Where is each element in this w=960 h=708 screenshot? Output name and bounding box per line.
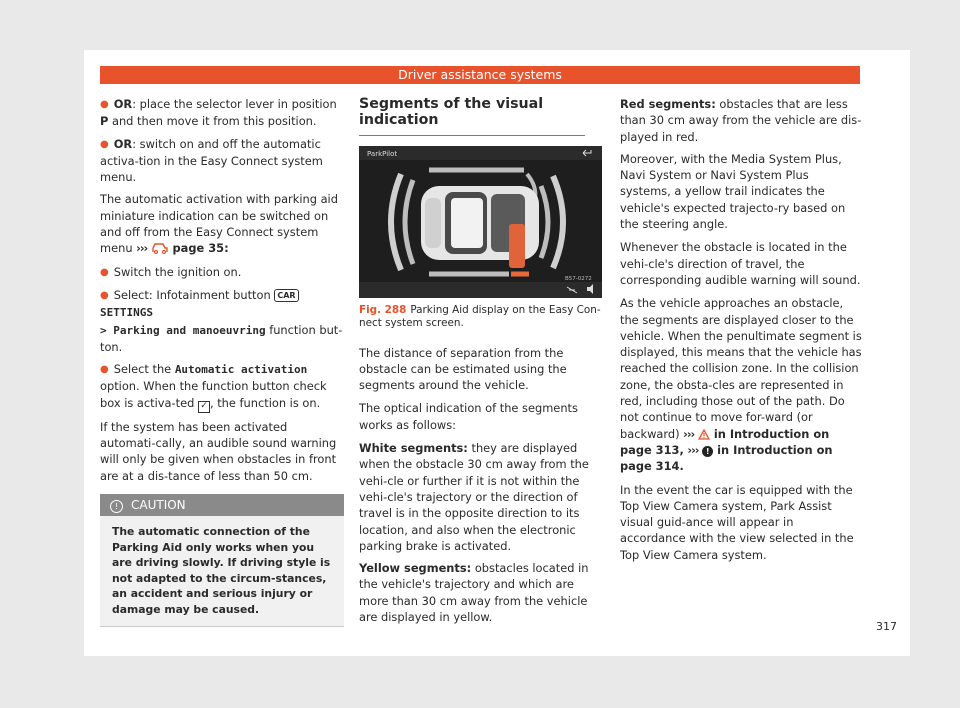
screen-title: ParkPilot — [367, 149, 398, 158]
or-label: OR — [113, 97, 133, 111]
chapter-header: Driver assistance systems — [100, 66, 860, 84]
list-item — [100, 96, 344, 130]
parkpilot-screen-illustration — [359, 146, 602, 298]
figure-caption — [359, 304, 602, 331]
obstacle-segment-red — [509, 224, 525, 268]
caution-icon: ! — [110, 500, 123, 513]
paragraph: The distance of separation from the obstacle can be estimated using the segments around the vehicle. — [359, 345, 567, 393]
page-number: 317 — [876, 620, 897, 633]
definition-yellow — [359, 560, 602, 625]
caution-title: CAUTION — [131, 497, 186, 512]
warning-triangle-icon — [698, 429, 710, 440]
list-item-text: Switch the ignition on. — [113, 264, 242, 279]
bullet-icon: ● — [100, 289, 109, 301]
paragraph: The optical indication of the segments works as follows: — [359, 401, 578, 432]
paragraph: Whenever the obstacle is located in the vehi-cle's direction of travel, the corresponding audible warning will sound. — [620, 240, 861, 287]
list-item-text: Select the — [113, 362, 175, 377]
definition-red — [620, 96, 862, 145]
page-reference-link[interactable]: in Introduction on page 314 — [620, 442, 833, 474]
paragraph: The automatic activation with parking aid miniature indication can be switched on and off from the Easy Connect system menu ››› page 35: — [100, 192, 338, 256]
bullet-icon: ● — [100, 138, 109, 150]
list-item — [100, 264, 344, 281]
reference-arrows: ››› — [687, 442, 699, 457]
list-item — [100, 136, 344, 186]
paragraph: In the event the car is equipped with the Top View Camera system, Park Assist visual guid-ance will appear in accordance with the view selected in the Top View Camera system. — [620, 482, 854, 562]
menu-path-label: > Parking and manoeuvring — [100, 323, 266, 337]
paragraph: If the system has been activated automati-cally, an audible sound warning will only be given when obstacles in front are at a dis-tance of less than 50 cm. — [100, 419, 337, 483]
notice-icon: ! — [702, 446, 713, 457]
column-left — [100, 96, 344, 627]
page-reference-link[interactable]: page 35 — [172, 241, 225, 256]
definition-body: they are displayed when the obstacle 30 cm away from the vehi-cle or further if it is not within the vehi-cle's trajectory or the direction of travel is in the opposite direction to its location, and also when the electronic parking brake is activated. — [359, 441, 589, 553]
settings-menu-label: SETTINGS — [100, 306, 153, 320]
definition-term: Yellow segments: — [359, 561, 472, 576]
bullet-icon: ● — [100, 266, 109, 278]
caution-text: The automatic connection of the Parking Aid only works when you are driving slowly. If driving style is not adapted to the circum-stances, an accident and serious injury or damage may be caused. — [112, 524, 331, 616]
definition-term: Red segments: — [620, 97, 716, 111]
list-item-text: : switch on and off the automatic activa-tion in the Easy Connect system menu. — [100, 136, 323, 185]
paragraph-text: The automatic activation with parking aid miniature indication can be switched on and off from the Easy Connect system menu — [100, 192, 338, 256]
list-item-text: Select: Infotainment button — [113, 287, 275, 302]
list-item-text: option. When the function button check box is activa-ted — [100, 379, 327, 410]
definition-white — [359, 440, 602, 554]
checkbox-checked-icon: ✓ — [198, 401, 210, 413]
list-item-text: : place the selector lever in position — [132, 97, 337, 111]
definition-body: obstacles that are less than 30 cm away from the vehicle are dis-played in red. — [620, 97, 862, 144]
list-item-text: and then move it from this position. — [108, 114, 317, 129]
car-settings-icon — [151, 242, 169, 254]
reference-arrows: ››› — [683, 426, 695, 441]
list-item — [100, 361, 344, 413]
list-item — [100, 287, 344, 355]
definition-body: obstacles located in the vehicle's trajectory and which are more than 30 cm away from the vehicle are displayed in yellow. — [359, 561, 589, 625]
paragraph: As the vehicle approaches an obstacle, the segments are displayed closer to the vehicle. When the penultimate segment is displayed, this means that the vehicle has reached the collision zone. In the collision zone, the obsta-cles are represented in red, including those out of the path. Do not continue to move for-ward (or backward) ››› in Introduction on page 313, ››› ! in Introduction on page 314. — [620, 296, 862, 474]
column-right — [620, 96, 862, 570]
reference-arrows: ››› — [136, 241, 148, 256]
bullet-icon: ● — [100, 364, 109, 376]
or-label: OR — [113, 136, 133, 151]
caution-header — [100, 494, 344, 516]
paragraph-text: As the vehicle approaches an obstacle, the segments are displayed closer to the vehicle. When the penultimate segment is displayed, this means that the vehicle has reached the collision zone. In the collision zone, the obsta-cles are represented in red, including those out of the path. Do not continue to move for-ward (or backward) — [620, 296, 862, 441]
figure-code: B57-0272 — [565, 275, 592, 282]
list-item-text: function but-ton. — [100, 322, 343, 354]
figure-caption-text: Parking Aid display on the Easy Con-nect system screen. — [359, 303, 601, 330]
position-p: P — [100, 114, 109, 129]
car-button-icon: CAR — [274, 289, 298, 302]
column-middle — [359, 96, 602, 631]
figure-label: Fig. 288 — [359, 303, 407, 316]
section-title: Segments of the visual indication — [359, 96, 585, 136]
list-item-text: , the function is on. — [209, 395, 321, 410]
page-reference-link[interactable]: in Introduction on page 313 — [620, 426, 830, 457]
definition-term: White segments: — [359, 441, 468, 456]
caution-box — [100, 494, 344, 627]
paragraph: Moreover, with the Media System Plus, Navi System or Navi System Plus systems, a yellow trail indicates the vehicle's expected trajecto-ry based on the steering angle. — [620, 151, 846, 232]
parkpilot-figure — [359, 146, 602, 298]
option-label: Automatic activation — [174, 363, 308, 377]
bullet-icon: ● — [100, 99, 109, 110]
